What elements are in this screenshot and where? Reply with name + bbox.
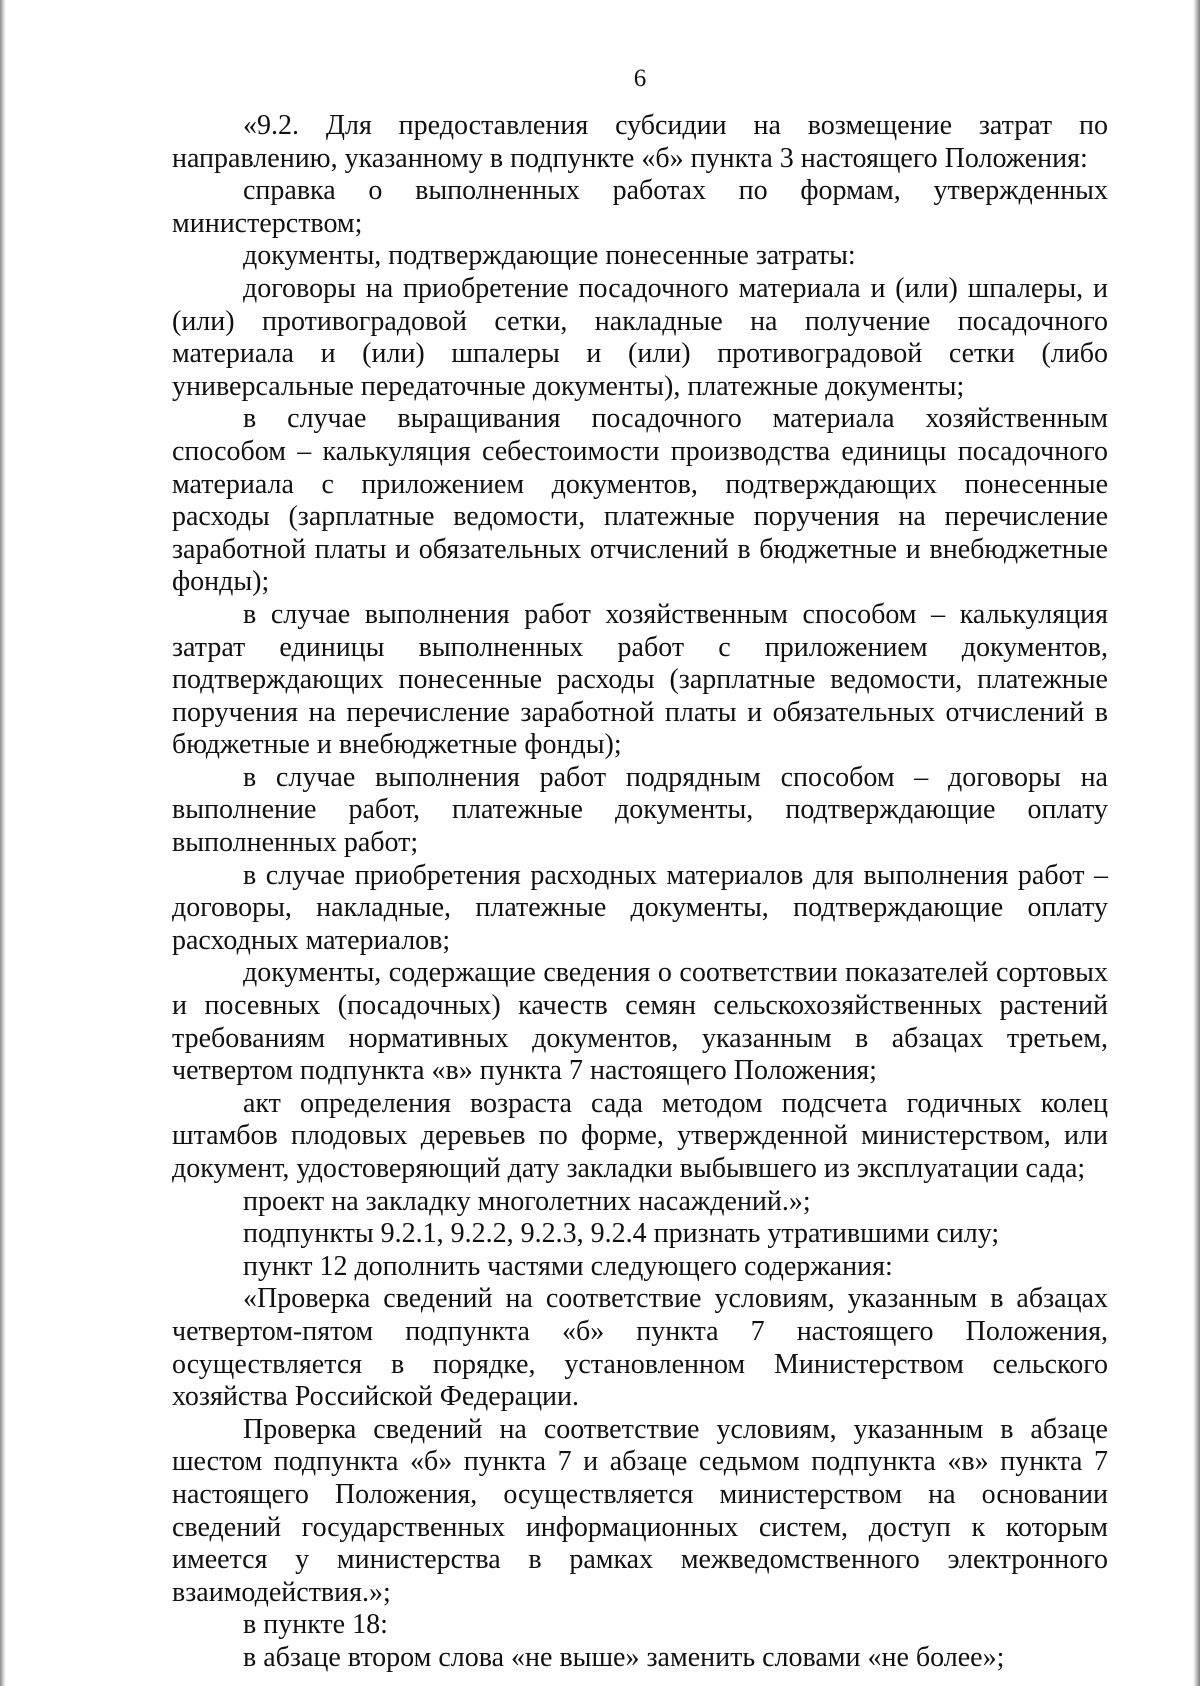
paragraph-clause-18-replace: в абзаце втором слова «не выше» заменить словами «не более»;	[243, 1641, 1005, 1673]
paragraph-9-2-intro: «9.2. Для предоставления субсидии на возмещение затрат по направлению, указанному в подпункте «б» пункта 3 настоящего Положения:	[172, 110, 1108, 174]
paragraph-clause-18: в пункте 18:	[243, 1609, 388, 1641]
paragraph-orchard-age-act: акт определения возраста сада методом подсчета годичных колец штамбов плодовых деревьев по форме, утвержденной министерством, или документ, удостоверяющий дату закладки выбывшего из эксплуатации сада;	[172, 1087, 1108, 1184]
scan-edge-left	[0, 0, 6, 1686]
paragraph-check-ministry-agriculture: «Проверка сведений на соответствие условиям, указанным в абзацах четвертом-пятом подпункта «б» пункта 7 настоящего Положения, осуществляется в порядке, установленном Министерством сельского хозяйства Российской Федерации.	[172, 1283, 1108, 1413]
paragraph-consumables: в случае приобретения расходных материалов для выполнения работ – договоры, накладные, платежные документы, подтверждающие оплату расходных материалов;	[172, 859, 1108, 956]
scan-edge-right	[1193, 0, 1200, 1686]
document-body	[172, 110, 1108, 1675]
paragraph-work-certificate: справка о выполненных работах по формам, утвержденных министерством;	[172, 175, 1108, 239]
paragraph-own-works: в случае выполнения работ хозяйственным способом – калькуляция затрат единицы выполненных работ с приложением документов, подтверждающих понесенные расходы (зарплатные ведомости, платежные поручения на перечисление заработной платы и обязательных отчислений в бюджетные и внебюджетные фонды);	[172, 598, 1108, 761]
paragraph-check-state-systems: Проверка сведений на соответствие условиям, указанным в абзаце шестом подпункта «б» пункта 7 и абзаце седьмом подпункта «в» пункта 7 настоящего Положения, осуществляется министерством на основании сведений государственных информационных систем, доступ к которым имеется у министерства в рамках межведомственного электронного взаимодействия.»;	[172, 1413, 1108, 1608]
paragraph-cost-documents: документы, подтверждающие понесенные затраты:	[243, 240, 856, 272]
paragraph-planting-project: проект на закладку многолетних насаждений.»;	[243, 1185, 811, 1217]
paragraph-purchase-contracts: договоры на приобретение посадочного материала и (или) шпалеры, и (или) противоградовой сетки, накладные на получение посадочного материала и (или) шпалеры и (или) противоградовой сетки (либо универсальные передаточные документы), платежные документы;	[172, 272, 1108, 402]
page-number: 6	[633, 65, 647, 92]
paragraph-own-seedlings: в случае выращивания посадочного материала хозяйственным способом – калькуляция себестоимости производства единицы посадочного материала с приложением документов, подтверждающих понесенные расходы (зарплатные ведомости, платежные поручения на перечисление заработной платы и обязательных отчислений в бюджетные и внебюджетные фонды);	[172, 403, 1108, 598]
paragraph-repeal-subclauses: подпункты 9.2.1, 9.2.2, 9.2.3, 9.2.4 признать утратившими силу;	[243, 1218, 1000, 1250]
paragraph-seed-quality: документы, содержащие сведения о соответствии показателей сортовых и посевных (посадочных) качеств семян сельскохозяйственных растений требованиям нормативных документов, указанным в абзацах третьем, четвертом подпункта «в» пункта 7 настоящего Положения;	[172, 957, 1108, 1087]
paragraph-contract-works: в случае выполнения работ подрядным способом – договоры на выполнение работ, платежные документы, подтверждающие оплату выполненных работ;	[172, 761, 1108, 859]
paragraph-clause-12-amend: пункт 12 дополнить частями следующего содержания:	[243, 1250, 893, 1282]
